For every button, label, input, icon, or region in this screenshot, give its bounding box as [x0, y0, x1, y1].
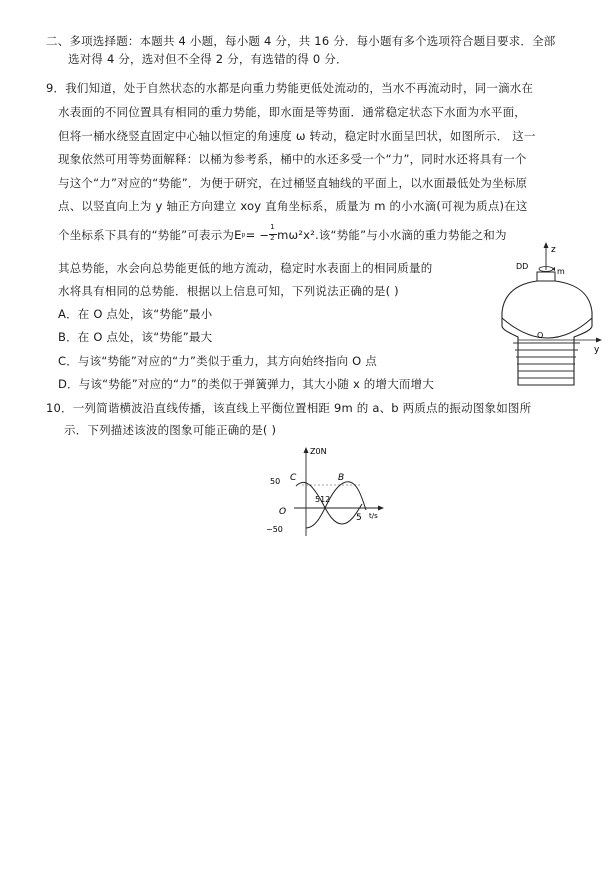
m-label: m — [557, 267, 565, 276]
q9-formula-subscript: p — [241, 231, 246, 239]
fraction-denominator: 2 — [270, 233, 275, 242]
q9-formula-eq: = − — [245, 228, 270, 242]
vibration-graph — [262, 440, 392, 540]
q9-line-2: 水表面的不同位置具有相同的重力势能，即水面是等势面．通常稳定状态下水面为水平面， — [58, 105, 526, 119]
q9-formula-fraction — [269, 222, 277, 243]
graph-origin-label: O — [279, 507, 287, 517]
omega-label: DD — [516, 262, 529, 271]
graph-y-axis-label: Z0N — [310, 447, 327, 456]
section-header-line-1: 二、多项选择题：本题共 4 小题，每小题 4 分，共 16 分．每小题有多个选项符合题目要求．全部 — [46, 34, 556, 48]
q9-line-5: 与这个“力”对应的“势能”．为便于研究，在过桶竖直轴线的平面上，以水面最低处为坐标原 — [58, 176, 528, 190]
q9-line-1: 9．我们知道，处于自然状态的水都是向重力势能更低处流动的，当水不再流动时，同一滴水在 — [46, 81, 534, 95]
graph-x-axis-label: t/s — [369, 512, 378, 520]
q9-line-4: 现象依然可用等势面解释：以桶为参考系，桶中的水还多受一个“力”，同时水还将具有一个 — [58, 152, 527, 166]
graph-mid-label: 512 — [315, 495, 331, 504]
q9-option-b: B．在 O 点处，该“势能”最大 — [58, 330, 213, 344]
q9-line-8: 水将具有相同的总势能．根据以上信息可知，下列说法正确的是( ) — [58, 284, 399, 298]
y-axis-label: y — [594, 345, 600, 355]
q10-line-2: 示．下列描述该波的图象可能正确的是( ) — [64, 423, 277, 437]
q9-formula-rest: mω²x².该“势能”与小水滴的重力势能之和为 — [277, 228, 507, 242]
q9-option-a: A．在 O 点处，该“势能”最小 — [58, 307, 213, 321]
q9-formula-line — [58, 222, 507, 244]
q9-option-c: C．与该“势能”对应的“力”类似于重力，其方向始终指向 O 点 — [58, 354, 377, 368]
q9-option-d: D．与该“势能”对应的“力”的类似于弹簧弹力，其大小随 x 的增大而增大 — [58, 377, 434, 391]
curve-b-label: B — [338, 473, 345, 483]
fraction-numerator: 1 — [270, 222, 275, 231]
q9-line-6: 点、以竖直向上为 y 轴正方向建立 xoy 直角坐标系，质量为 m 的小水滴(可视为质点)在这 — [58, 199, 528, 213]
q9-line-7: 其总势能，水会向总势能更低的地方流动，稳定时水表面上的相同质量的 — [58, 261, 433, 275]
q9-formula-prefix: 个坐标系下具有的“势能”可表示为E — [58, 228, 242, 242]
origin-label: O — [537, 331, 544, 340]
q9-line-3: 但将一桶水绕竖直固定中心轴以恒定的角速度 ω 转动，稳定时水面呈凹状，如图所示． 这一 — [58, 129, 536, 143]
curve-c-label: C — [290, 473, 297, 483]
section-header-line-2: 选对得 4 分，选对但不全得 2 分，有选错的得 0 分． — [68, 52, 348, 66]
graph-y-top-label: 50 — [270, 477, 281, 486]
z-axis-label: z — [551, 245, 556, 255]
graph-y-bottom-label: −50 — [266, 525, 283, 534]
q10-line-1: 10．一列简谐横波沿直线传播，该直线上平衡位置相距 9m 的 a、b 两质点的振动图象如图所 — [46, 401, 532, 415]
graph-x-tick-label: 5 — [356, 513, 362, 523]
rotating-bucket-figure — [488, 240, 604, 392]
